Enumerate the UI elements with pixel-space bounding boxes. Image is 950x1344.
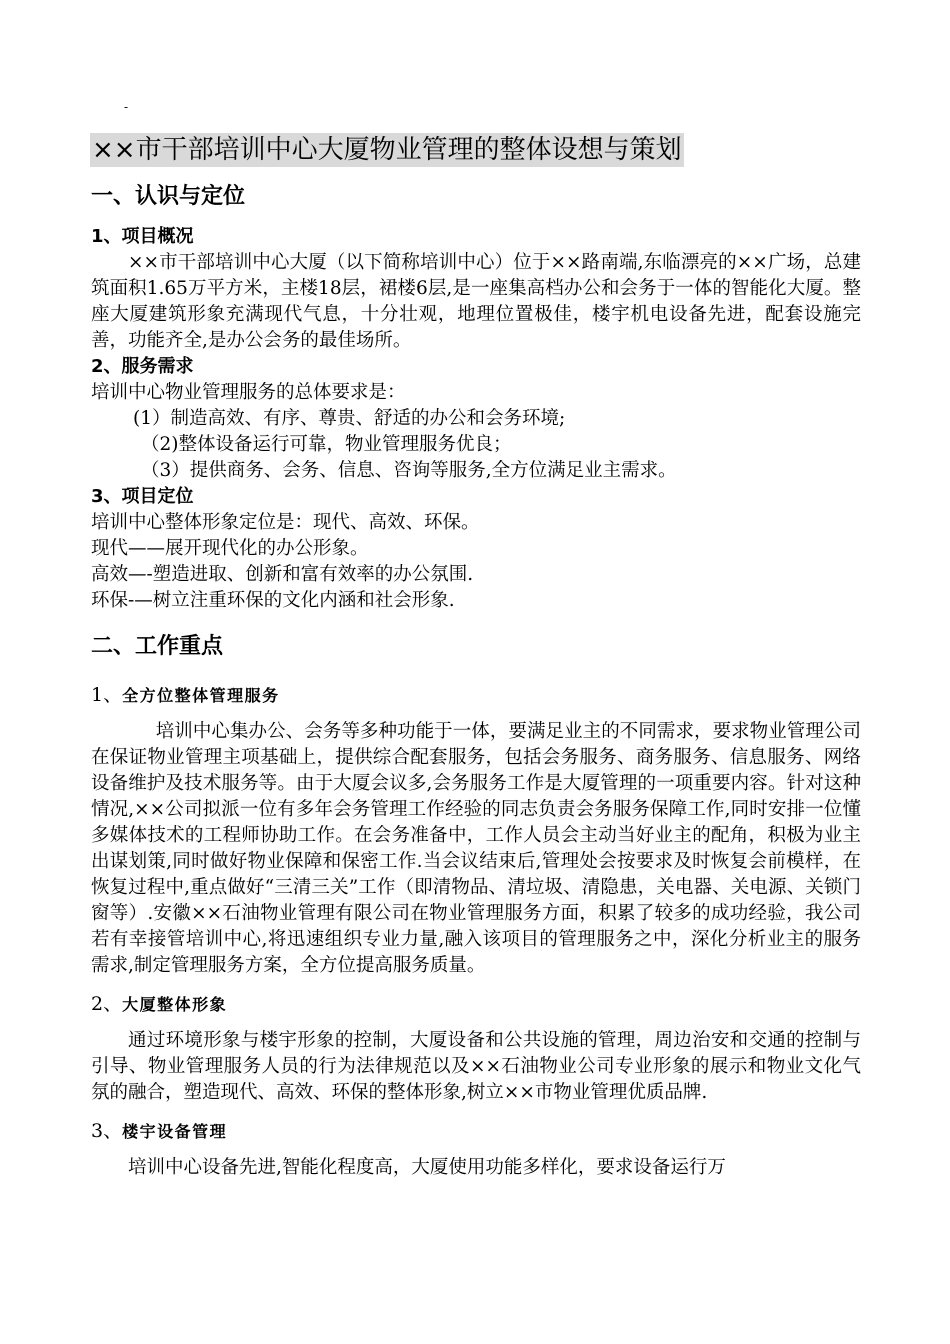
- list-item: （3）提供商务、会务、信息、咨询等服务,全方位满足业主需求。: [141, 460, 677, 481]
- paragraph-overall-management: 培训中心集办公、会务等多种功能于一体，要满足业主的不同需求，要求物业管理公司在保证物业管理主项基础上，提供综合配套服务，包括会务服务、商务服务、信息服务、网络设备维护及技术服务等。由于大厦会议多,会务服务工作是大厦管理的一项重要内容。针对这种情况,××公司拟派一位有多年会务管理工作经验的同志负责会务服务保障工作,同时安排一位懂多媒体技术的工程师协助工作。在会务准备中，工作人员会主动当好业主的配角，积极为业主出谋划策,同时做好物业保障和保密工作.当会议结束后,管理处会按要求及时恢复会前模样，在恢复过程中,重点做好“三清三关”工作（即清物品、清垃圾、清隐患，关电器、关电源、关锁门窗等）.安徽××石油物业管理有限公司在物业管理服务方面，积累了较多的成功经验，我公司若有幸接管培训中心,将迅速组织专业力量,融入该项目的管理服务之中，深化分析业主的服务需求,制定管理服务方案，全方位提高服务质量。: [91, 721, 861, 976]
- subheading-service-needs: 2、服务需求: [91, 356, 194, 377]
- subheading-label: 大厦整体形象: [122, 995, 228, 1014]
- document-body: [91, 182, 861, 1193]
- subheading-label: 全方位整体管理服务: [122, 686, 280, 705]
- subheading-equipment-management: [91, 1118, 861, 1145]
- paragraph-service-intro: 培训中心物业管理服务的总体要求是：: [91, 382, 406, 403]
- header-marker: -: [124, 100, 129, 114]
- subheading-number: 1、: [91, 684, 123, 706]
- positioning-line: 环保-—树立注重环保的文化内涵和社会形象.: [91, 590, 455, 611]
- subheading-overall-management: [91, 682, 861, 709]
- subheading-number: 3、: [91, 1120, 123, 1142]
- subheading-project-positioning: 3、项目定位: [91, 486, 194, 507]
- section-heading-2: 二、工作重点: [91, 634, 224, 659]
- section-heading-1: 一、认识与定位: [91, 184, 246, 209]
- subheading-project-overview: 1、项目概况: [91, 226, 194, 247]
- paragraph-equipment-management: 培训中心设备先进,智能化程度高，大厦使用功能多样化，要求设备运行万: [128, 1157, 726, 1178]
- paragraph-building-image: 通过环境形象与楼宇形象的控制，大厦设备和公共设施的管理，周边治安和交通的控制与引导、物业管理服务人员的行为法律规范以及××石油物业公司专业形象的展示和物业文化气氛的融合，塑造现代、高效、环保的整体形象,树立××市物业管理优质品牌.: [91, 1030, 861, 1103]
- list-item: （2)整体设备运行可靠，物业管理服务优良；: [141, 434, 512, 455]
- subheading-number: 2、: [91, 993, 123, 1015]
- positioning-line: 高效—-塑造进取、创新和富有效率的办公氛围.: [91, 564, 474, 585]
- positioning-line: 现代——展开现代化的办公形象。: [91, 538, 369, 559]
- positioning-line: 培训中心整体形象定位是：现代、高效、环保。: [91, 512, 480, 533]
- subheading-building-image: [91, 991, 861, 1018]
- list-item: (1）制造高效、有序、尊贵、舒适的办公和会务环境;: [133, 408, 566, 429]
- subheading-label: 楼宇设备管理: [122, 1122, 228, 1141]
- paragraph-project-overview: ××市干部培训中心大厦（以下简称培训中心）位于××路南端,东临漂亮的××广场，总建筑面积1.65万平方米，主楼18层，裙楼6层,是一座集高档办公和会务于一体的智能化大厦。整座大厦建筑形象充满现代气息，十分壮观，地理位置极佳，楼宇机电设备先进，配套设施完善，功能齐全,是办公会务的最佳场所。: [91, 252, 861, 351]
- document-title: ××市干部培训中心大厦物业管理的整体设想与策划: [92, 135, 682, 165]
